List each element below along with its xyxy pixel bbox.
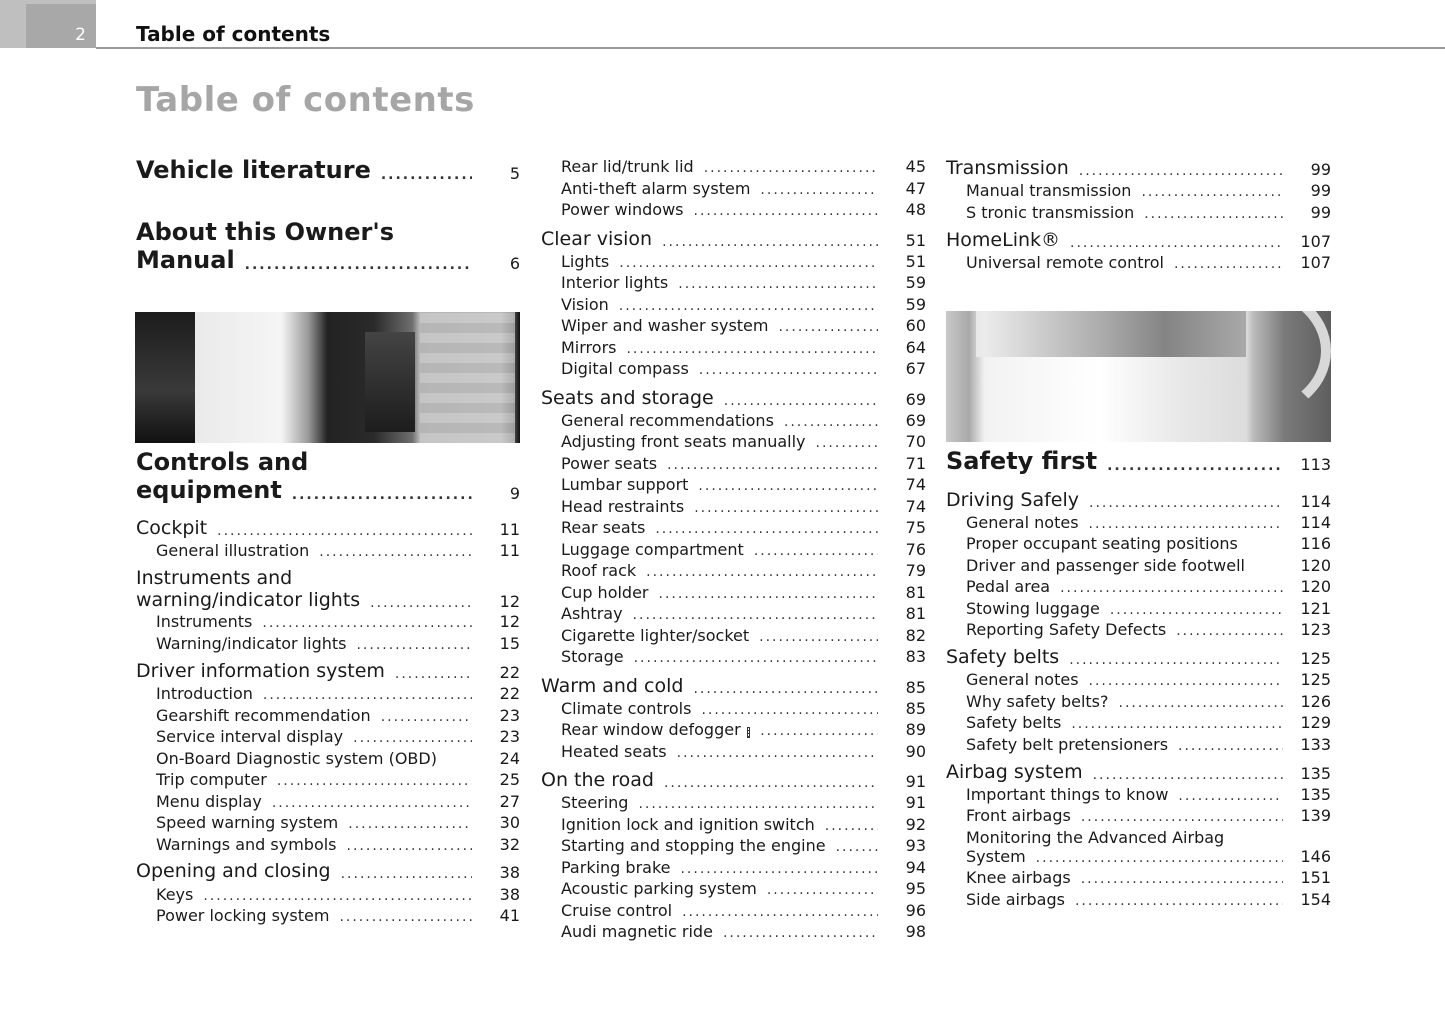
- toc-entry-opening-closing[interactable]: Opening and closing ..... 38: [136, 862, 520, 881]
- toc-entry-safety-belts[interactable]: Safety belts ..... 129: [946, 715, 1331, 731]
- toc-entry-rear-seats[interactable]: Rear seats ..... 75: [541, 520, 926, 536]
- toc-entry-interior-lights[interactable]: Interior lights ..... 59: [541, 275, 926, 291]
- toc-entry-acoustic-parking-system[interactable]: Acoustic parking system ..... 95: [541, 881, 926, 897]
- toc-entry-service-interval[interactable]: Service interval display ..... 23: [136, 729, 520, 745]
- toc-entry-introduction[interactable]: Introduction ..... 22: [136, 686, 520, 702]
- toc-entry-keys[interactable]: Keys ..... 38: [136, 887, 520, 903]
- toc-entry-clear-vision[interactable]: Clear vision ..... 51: [541, 230, 926, 249]
- toc-entry-warnings-symbols[interactable]: Warnings and symbols ..... 32: [136, 837, 520, 853]
- toc-entry-side-airbags[interactable]: Side airbags ..... 154: [946, 892, 1331, 908]
- toc-entry-footwell[interactable]: Driver and passenger side footwell 120: [966, 556, 1331, 575]
- toc-column-1: [136, 0, 520, 1019]
- dashboard-photo: [135, 312, 520, 443]
- toc-entry-ignition-lock-and-ignition-switch[interactable]: Ignition lock and ignition switch ..... 92: [541, 817, 926, 833]
- toc-entry-parking-brake[interactable]: Parking brake ..... 94: [541, 860, 926, 876]
- toc-entry-universal-remote[interactable]: Universal remote control ..... 107: [946, 255, 1331, 271]
- toc-entry-digital-compass[interactable]: Digital compass ..... 67: [541, 361, 926, 377]
- airbag-photo: [946, 311, 1331, 442]
- toc-entry-pedal-area[interactable]: Pedal area ..... 120: [946, 579, 1331, 595]
- toc-entry-s-tronic[interactable]: S tronic transmission ..... 99: [946, 205, 1331, 221]
- toc-entry-monitoring-line1[interactable]: Monitoring the Advanced Airbag: [966, 828, 1225, 847]
- toc-entry-trip-computer[interactable]: Trip computer ..... 25: [136, 772, 520, 788]
- toc-entry-head-restraints[interactable]: Head restraints ..... 74: [541, 499, 926, 515]
- toc-entry-driving-safely[interactable]: Driving Safely ..... 114: [946, 491, 1331, 510]
- toc-entry-airbag-system[interactable]: Airbag system ..... 135: [946, 763, 1331, 782]
- toc-entry-obd[interactable]: On-Board Diagnostic system (OBD) 24: [156, 749, 520, 768]
- toc-entry-seats-and-storage[interactable]: Seats and storage ..... 69: [541, 389, 926, 408]
- toc-entry-climate-controls[interactable]: Climate controls ..... 85: [541, 701, 926, 717]
- toc-entry-cockpit[interactable]: Cockpit ..... 11: [136, 519, 520, 538]
- toc-entry-warm-and-cold[interactable]: Warm and cold ..... 85: [541, 677, 926, 696]
- toc-entry-controls[interactable]: equipment ..... 9: [136, 478, 520, 502]
- toc-entry-mirrors[interactable]: Mirrors ..... 64: [541, 340, 926, 356]
- toc-entry-controls-line1[interactable]: Controls and: [136, 448, 309, 476]
- toc-entry-why-belts[interactable]: Why safety belts? ..... 126: [946, 694, 1331, 710]
- toc-entry-general-notes-1[interactable]: General notes ..... 114: [946, 515, 1331, 531]
- toc-entry-instruments[interactable]: Instruments ..... 12: [136, 614, 520, 630]
- page-title: Table of contents: [136, 80, 475, 120]
- toc-entry-cigarette-lighter-socket[interactable]: Cigarette lighter/socket ..... 82: [541, 628, 926, 644]
- toc-entry-vision[interactable]: Vision ..... 59: [541, 297, 926, 313]
- page-number: 2: [26, 4, 96, 48]
- toc-entry-safety-belts-group[interactable]: Safety belts ..... 125: [946, 648, 1331, 667]
- toc-entry-warning-lights[interactable]: Warning/indicator lights ..... 15: [136, 636, 520, 652]
- toc-entry-lights[interactable]: Lights ..... 51: [541, 254, 926, 270]
- toc-entry-storage[interactable]: Storage ..... 83: [541, 649, 926, 665]
- toc-entry-on-the-road[interactable]: On the road ..... 91: [541, 771, 926, 790]
- toc-entry-homelink[interactable]: HomeLink® ..... 107: [946, 231, 1331, 250]
- toc-entry-driver-information-system[interactable]: Driver information system ..... 22: [136, 662, 520, 681]
- toc-entry-transmission[interactable]: Transmission ..... 99: [946, 159, 1331, 178]
- toc-entry-pretensioners[interactable]: Safety belt pretensioners ..... 133: [946, 737, 1331, 753]
- toc-entry-vehicle-literature[interactable]: Vehicle literature ..... 5: [136, 158, 520, 182]
- toc-entry-luggage-compartment[interactable]: Luggage compartment ..... 76: [541, 542, 926, 558]
- toc-entry-gearshift[interactable]: Gearshift recommendation ..... 23: [136, 708, 520, 724]
- toc-entry-safety-first[interactable]: Safety first ..... 113: [946, 449, 1331, 473]
- toc-entry-speed-warning[interactable]: Speed warning system ..... 30: [136, 815, 520, 831]
- toc-entry-manual-transmission[interactable]: Manual transmission ..... 99: [946, 183, 1331, 199]
- toc-entry-knee-airbags[interactable]: Knee airbags ..... 151: [946, 870, 1331, 886]
- toc-column-2: [541, 0, 926, 1019]
- toc-entry-cruise-control[interactable]: Cruise control ..... 96: [541, 903, 926, 919]
- toc-entry-cup-holder[interactable]: Cup holder ..... 81: [541, 585, 926, 601]
- toc-entry-about-manual-line1[interactable]: About this Owner's: [136, 218, 394, 246]
- header-section-title: Table of contents: [136, 22, 331, 46]
- toc-entry-important-things[interactable]: Important things to know ..... 135: [946, 787, 1331, 803]
- toc-entry-rear-lid-trunk-lid[interactable]: Rear lid/trunk lid ..... 45: [541, 159, 926, 175]
- toc-column-3: [946, 0, 1331, 1019]
- toc-entry-instruments-group-line1[interactable]: Instruments and: [136, 567, 293, 589]
- toc-entry-roof-rack[interactable]: Roof rack ..... 79: [541, 563, 926, 579]
- toc-entry-wiper-and-washer-system[interactable]: Wiper and washer system ..... 60: [541, 318, 926, 334]
- toc-entry-steering[interactable]: Steering ..... 91: [541, 795, 926, 811]
- header-tab: [0, 0, 96, 48]
- toc-entry-ashtray[interactable]: Ashtray ..... 81: [541, 606, 926, 622]
- toc-entry-stowing-luggage[interactable]: Stowing luggage ..... 121: [946, 601, 1331, 617]
- toc-entry-menu-display[interactable]: Menu display ..... 27: [136, 794, 520, 810]
- toc-entry-general-illustration[interactable]: General illustration ..... 11: [136, 543, 520, 559]
- toc-entry-seating-positions[interactable]: Proper occupant seating positions 116: [966, 534, 1331, 553]
- toc-entry-power-seats[interactable]: Power seats ..... 71: [541, 456, 926, 472]
- toc-entry-starting-and-stopping-the-engine[interactable]: Starting and stopping the engine ..... 93: [541, 838, 926, 854]
- defogger-icon: [747, 727, 751, 738]
- toc-entry-front-airbags[interactable]: Front airbags ..... 139: [946, 808, 1331, 824]
- toc-entry-general-notes-2[interactable]: General notes ..... 125: [946, 672, 1331, 688]
- toc-entry-heated-seats[interactable]: Heated seats ..... 90: [541, 744, 926, 760]
- toc-entry-lumbar-support[interactable]: Lumbar support ..... 74: [541, 477, 926, 493]
- toc-entry-reporting-defects[interactable]: Reporting Safety Defects ..... 123: [946, 622, 1331, 638]
- toc-entry-audi-magnetic-ride[interactable]: Audi magnetic ride ..... 98: [541, 924, 926, 940]
- toc-entry-about-manual[interactable]: Manual ..... 6: [136, 248, 520, 272]
- toc-entry-general-recommendations[interactable]: General recommendations ..... 69: [541, 413, 926, 429]
- toc-entry-power-locking[interactable]: Power locking system ..... 41: [136, 908, 520, 924]
- toc-entry-rear-window-defogger[interactable]: Rear window defogger ..... 89: [541, 722, 926, 738]
- toc-entry-adjusting-front-seats-manually[interactable]: Adjusting front seats manually ..... 70: [541, 434, 926, 450]
- toc-entry-monitoring[interactable]: System ..... 146: [946, 849, 1331, 865]
- toc-entry-anti-theft-alarm-system[interactable]: Anti-theft alarm system ..... 47: [541, 181, 926, 197]
- toc-entry-power-windows[interactable]: Power windows ..... 48: [541, 202, 926, 218]
- toc-entry-instruments-group[interactable]: warning/indicator lights ..... 12: [136, 591, 520, 610]
